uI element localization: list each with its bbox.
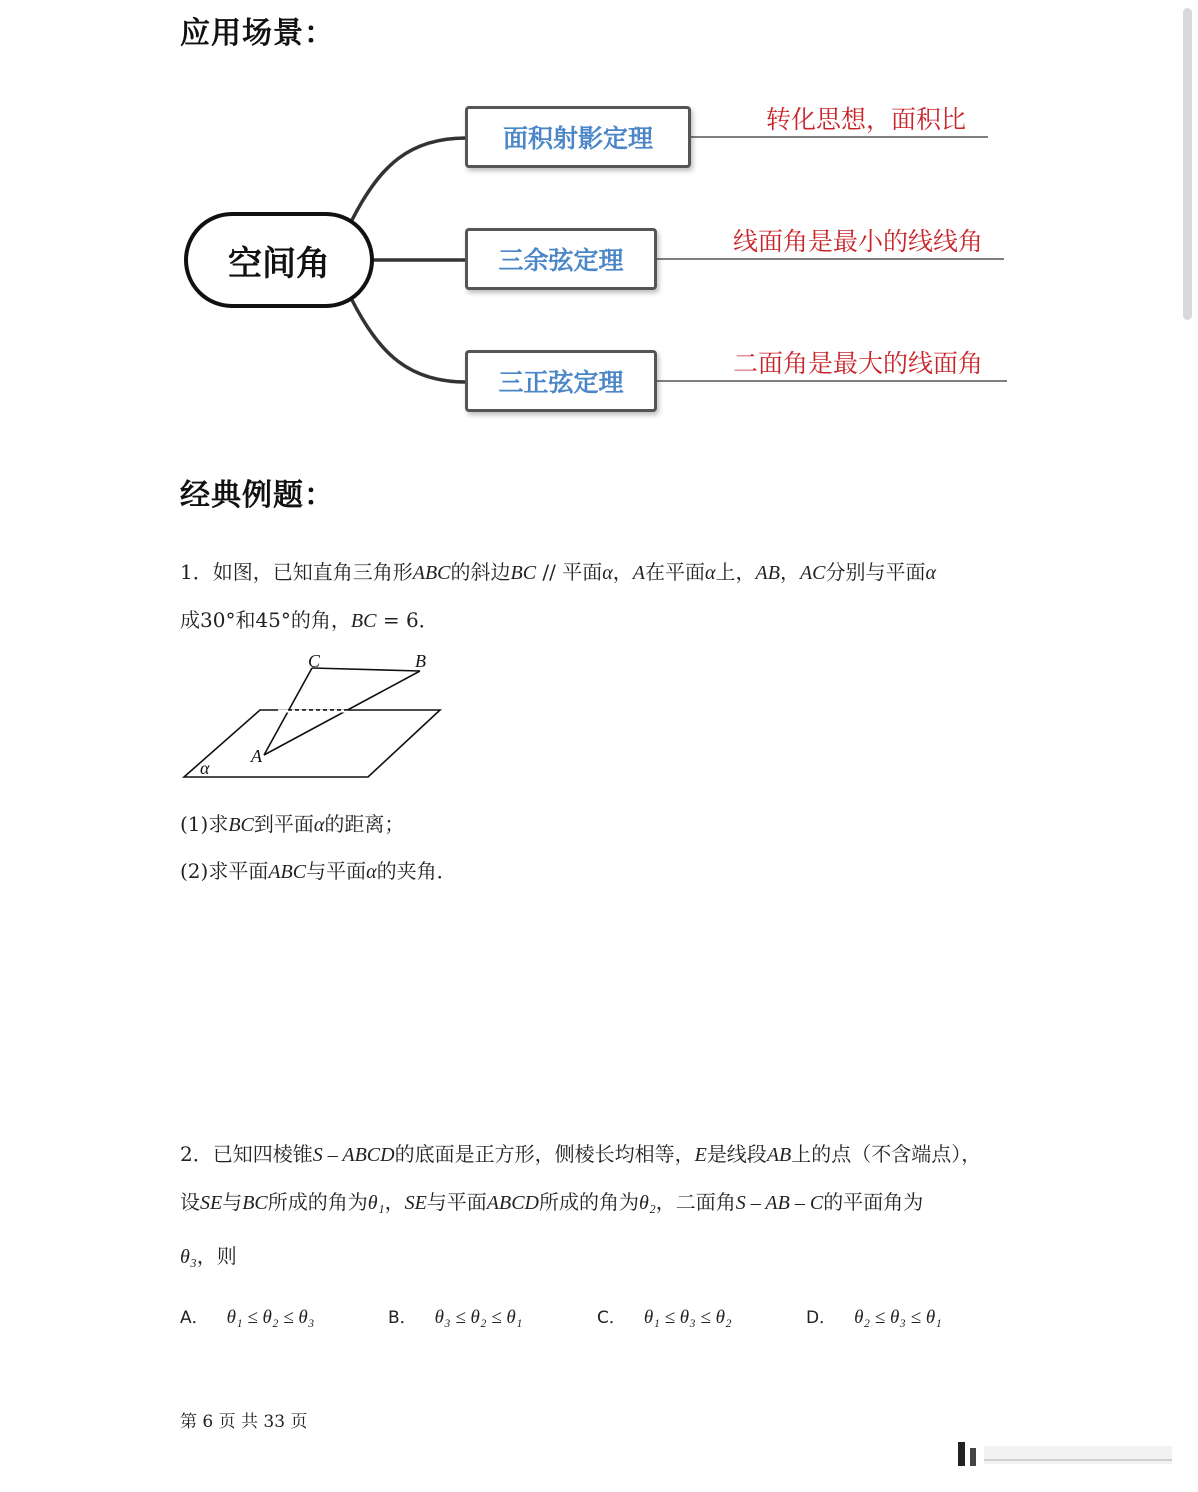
watermark-mark xyxy=(950,1438,1176,1470)
text-run: ，二面角 xyxy=(655,1190,736,1214)
label-c: C xyxy=(308,651,321,671)
watermark-bar xyxy=(970,1448,976,1466)
segment-cb xyxy=(312,668,420,671)
problem1-line2 xyxy=(180,604,439,633)
option-b[interactable] xyxy=(388,1303,522,1329)
text-run: 的斜边 xyxy=(450,560,511,584)
option-d-key: D． xyxy=(806,1308,837,1328)
problem1-question2 xyxy=(180,855,457,884)
option-d[interactable] xyxy=(806,1303,942,1329)
math-eq6: = 6． xyxy=(376,608,439,632)
math-bc: BC xyxy=(242,1192,268,1214)
text-run: ， xyxy=(612,560,633,584)
math-theta1: θ₁ xyxy=(367,1192,385,1214)
problem2-line2 xyxy=(180,1186,923,1215)
text-run: 与平面 xyxy=(306,859,367,883)
problem1-figure xyxy=(178,645,458,790)
mindmap-root: 空间角 xyxy=(184,212,374,308)
text-run: (1)求 xyxy=(180,812,229,836)
watermark-band xyxy=(984,1446,1172,1464)
text-run: 所成的角为 xyxy=(267,1190,368,1214)
problem1-line1 xyxy=(180,556,936,585)
branch-area-projection: 面积射影定理 xyxy=(465,106,691,168)
option-a-expr: θ₁ ≤ θ₂ ≤ θ₃ xyxy=(226,1307,315,1328)
math-a: A xyxy=(632,562,645,584)
math-abcd: ABCD xyxy=(486,1192,539,1214)
option-a-key: A． xyxy=(180,1308,209,1328)
text-run: 设 xyxy=(180,1190,200,1214)
text-run: 和 xyxy=(235,608,256,632)
text-run: 与平面 xyxy=(426,1190,487,1214)
text-run: 的角， xyxy=(290,608,351,632)
math-theta3: θ₃ xyxy=(180,1246,197,1268)
label-a: A xyxy=(251,746,262,766)
text-run: 到平面 xyxy=(253,812,314,836)
option-c-key: C． xyxy=(597,1308,626,1328)
option-d-expr: θ₂ ≤ θ₃ ≤ θ₁ xyxy=(854,1307,942,1328)
text-run: 的平面角为 xyxy=(823,1190,924,1214)
text-run: ， xyxy=(779,560,800,584)
math-alpha: α xyxy=(705,562,716,584)
branch-three-sine: 三正弦定理 xyxy=(465,350,657,412)
label-alpha: α xyxy=(200,758,210,778)
text-run: 与 xyxy=(222,1190,243,1214)
text-run: 成 xyxy=(180,608,200,632)
math-abc: ABC xyxy=(268,861,307,883)
option-c-expr: θ₁ ≤ θ₃ ≤ θ₂ xyxy=(643,1307,732,1328)
math-ab: AB xyxy=(755,562,780,584)
text-run: 在平面 xyxy=(645,560,705,584)
text-run: 2．已知四棱锥 xyxy=(180,1142,313,1166)
text-run: 1．如图，已知直角三角形 xyxy=(180,560,413,584)
option-c[interactable] xyxy=(597,1303,732,1329)
section-title-examples: 经典例题： xyxy=(180,478,335,513)
math-alpha: α xyxy=(925,562,936,584)
text-run: 上的点（不含端点）， xyxy=(791,1142,982,1166)
text-run: (2)求平面 xyxy=(180,859,269,883)
vertical-scrollbar[interactable] xyxy=(1183,8,1192,320)
math-parallel: // xyxy=(536,560,563,584)
note-three-sine: 二面角是最大的线面角 xyxy=(733,349,984,378)
math-alpha: α xyxy=(366,861,377,883)
text-run: 平面 xyxy=(562,560,603,584)
option-b-expr: θ₃ ≤ θ₂ ≤ θ₁ xyxy=(434,1307,523,1328)
page-footer: 第 6 页 共 33 页 xyxy=(180,1412,308,1432)
text-run: 所成的角为 xyxy=(539,1190,639,1214)
text-run: 的距离； xyxy=(324,812,405,836)
watermark-bar xyxy=(958,1442,965,1466)
option-a[interactable] xyxy=(180,1303,314,1329)
math-s-abcd: S – ABCD xyxy=(312,1144,395,1166)
math-bc: BC xyxy=(350,610,377,632)
math-e: E xyxy=(694,1144,707,1166)
connector-branch-3 xyxy=(352,300,466,382)
text-run: 的底面是正方形，侧棱长均相等， xyxy=(394,1142,695,1166)
math-alpha: α xyxy=(313,814,325,836)
math-45deg: 45° xyxy=(255,608,291,632)
problem1-question1 xyxy=(180,808,404,837)
label-b: B xyxy=(415,651,426,671)
math-se: SE xyxy=(200,1192,223,1214)
math-s-ab-c: S – AB – C xyxy=(735,1192,824,1214)
section-title-scenarios: 应用场景： xyxy=(180,16,335,51)
problem2-line1 xyxy=(180,1138,981,1167)
text-run: 分别与平面 xyxy=(825,560,926,584)
math-ac: AC xyxy=(799,562,826,584)
text-run: 是线段 xyxy=(706,1142,767,1166)
math-30deg: 30° xyxy=(200,608,236,632)
problem2-line3 xyxy=(180,1240,237,1269)
text-run: 的夹角． xyxy=(376,859,457,883)
option-b-key: B． xyxy=(388,1308,417,1328)
connector-branch-1 xyxy=(352,138,466,220)
math-theta2: θ₂ xyxy=(639,1192,656,1214)
plane-alpha xyxy=(184,710,440,777)
branch-three-cosine: 三余弦定理 xyxy=(465,228,657,290)
note-three-cosine: 线面角是最小的线线角 xyxy=(733,227,984,256)
text-run: ，则 xyxy=(196,1244,237,1268)
math-ab: AB xyxy=(766,1144,792,1166)
math-bc: BC xyxy=(228,814,254,836)
text-run: 上， xyxy=(715,560,756,584)
math-alpha: α xyxy=(602,562,613,584)
note-area-projection: 转化思想，面积比 xyxy=(766,105,967,134)
math-abc: ABC xyxy=(412,562,451,584)
text-run: ， xyxy=(384,1190,405,1214)
math-bc: BC xyxy=(510,562,537,584)
math-se: SE xyxy=(404,1192,427,1214)
